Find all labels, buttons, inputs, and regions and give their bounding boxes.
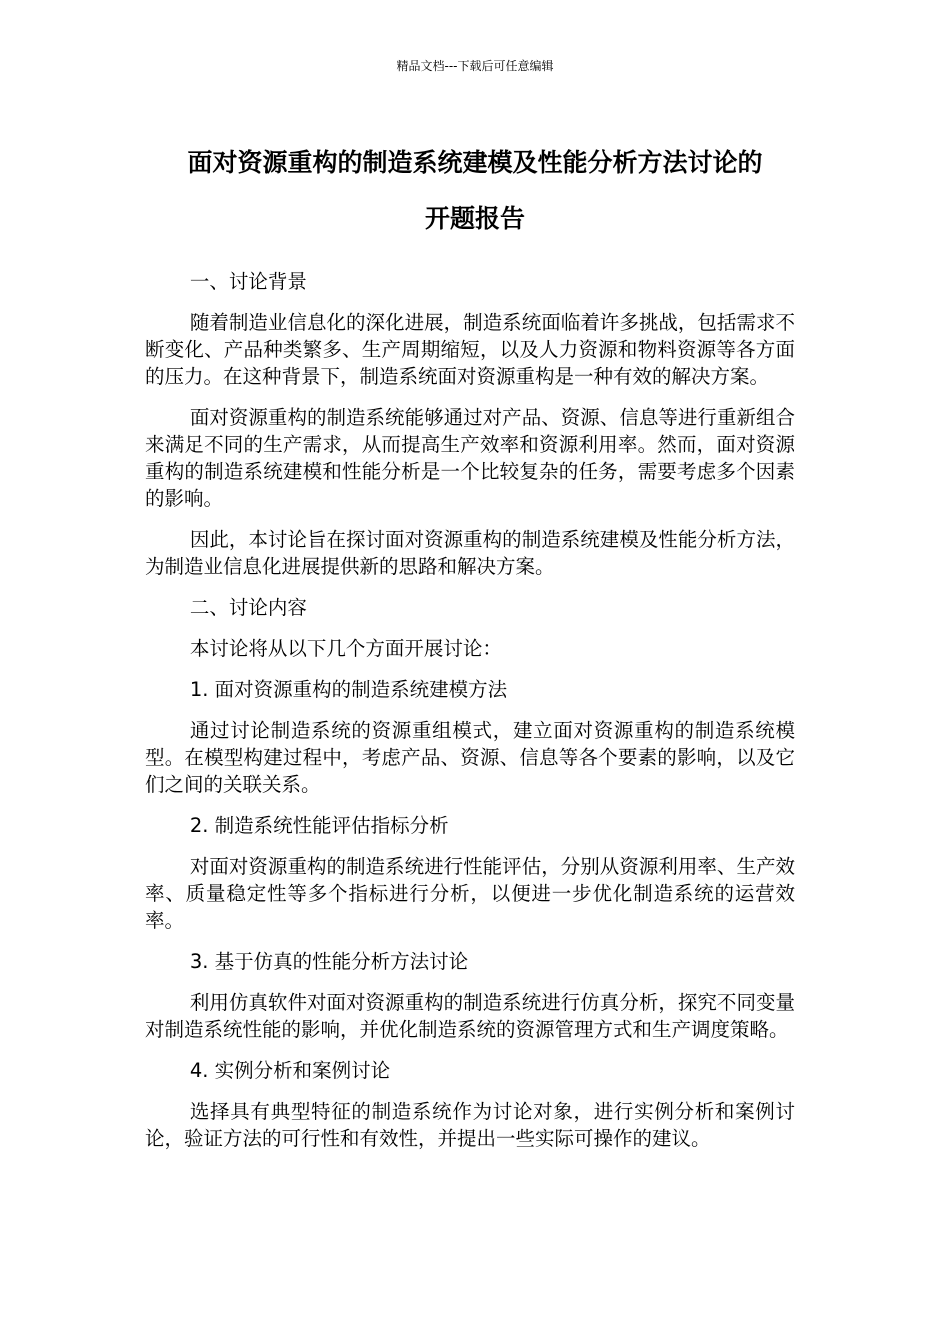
paragraph-background-3: 因此，本讨论旨在探讨面对资源重构的制造系统建模及性能分析方法，为制造业信息化进展提供新的思路和解决方案。 bbox=[145, 528, 795, 578]
item-heading-3: 3. 基于仿真的性能分析方法讨论 bbox=[189, 950, 469, 973]
document-title bbox=[120, 135, 830, 247]
document-body bbox=[145, 268, 795, 1166]
paragraph-content-intro: 本讨论将从以下几个方面开展讨论： bbox=[189, 637, 502, 660]
item-paragraph-2: 对面对资源重构的制造系统进行性能评估，分别从资源利用率、生产效率、质量稳定性等多个指标进行分析，以便进一步优化制造系统的运营效率。 bbox=[145, 855, 795, 932]
item-paragraph-3: 利用仿真软件对面对资源重构的制造系统进行仿真分析，探究不同变量对制造系统性能的影响，并优化制造系统的资源管理方式和生产调度策略。 bbox=[145, 991, 795, 1041]
section-heading-content: 二、讨论内容 bbox=[189, 596, 307, 619]
page-header: 精品文档---下载后可任意编辑 bbox=[396, 59, 554, 73]
document-title-line-1: 面对资源重构的制造系统建模及性能分析方法讨论的 bbox=[187, 148, 763, 177]
item-heading-1: 1. 面对资源重构的制造系统建模方法 bbox=[189, 678, 508, 701]
item-heading-2: 2. 制造系统性能评估指标分析 bbox=[189, 814, 449, 837]
item-paragraph-1: 通过讨论制造系统的资源重组模式，建立面对资源重构的制造系统模型。在模型构建过程中，考虑产品、资源、信息等各个要素的影响，以及它们之间的关联关系。 bbox=[145, 719, 795, 796]
paragraph-background-2: 面对资源重构的制造系统能够通过对产品、资源、信息等进行重新组合来满足不同的生产需求，从而提高生产效率和资源利用率。然而，面对资源重构的制造系统建模和性能分析是一个比较复杂的任务，需要考虑多个因素的影响。 bbox=[145, 406, 795, 510]
item-paragraph-4: 选择具有典型特征的制造系统作为讨论对象，进行实例分析和案例讨论，验证方法的可行性和有效性，并提出一些实际可操作的建议。 bbox=[145, 1100, 795, 1150]
document-title-line-2: 开题报告 bbox=[424, 204, 525, 233]
paragraph-background-1: 随着制造业信息化的深化进展，制造系统面临着许多挑战，包括需求不断变化、产品种类繁多、生产周期缩短，以及人力资源和物料资源等各方面的压力。在这种背景下，制造系统面对资源重构是一种有效的解决方案。 bbox=[145, 311, 795, 388]
item-heading-4: 4. 实例分析和案例讨论 bbox=[189, 1059, 391, 1082]
section-heading-background: 一、讨论背景 bbox=[189, 270, 307, 293]
